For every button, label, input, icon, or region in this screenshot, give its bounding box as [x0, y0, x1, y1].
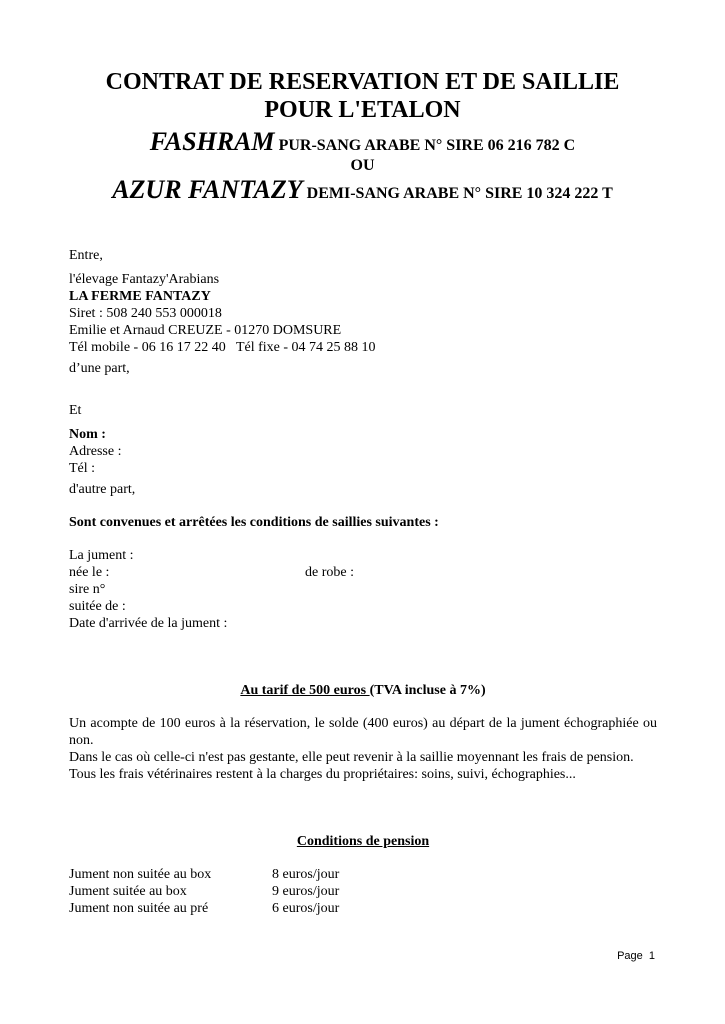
stallion-1-info: PUR-SANG ARABE N° SIRE 06 216 782 C — [274, 137, 576, 154]
d-une-part: d’une part, — [69, 361, 130, 376]
page-number: Page 1 — [617, 950, 655, 962]
pension-row — [69, 883, 657, 900]
elevage-name: l'élevage Fantazy'Arabians — [69, 272, 220, 287]
pension-label: Jument non suitée au pré — [69, 901, 209, 916]
non-gestante-text: Dans le cas où celle-ci n'est pas gestante, elle peut revenir à la saillie moyennant les frais de pension. — [69, 750, 634, 765]
stallion-1-name: FASHRAM — [149, 127, 275, 156]
party-1-block — [69, 271, 657, 356]
frais-veterinaires-text: Tous les frais vétérinaires restent à la charges du propriétaires: soins, suivi, échographies... — [69, 767, 576, 782]
pension-row — [69, 900, 657, 917]
sire-label: sire n° — [69, 582, 106, 597]
stallion-2-line — [0, 174, 725, 210]
pension-heading-text: Conditions de pension — [296, 834, 430, 849]
pension-price: 8 euros/jour — [272, 867, 340, 882]
phone-numbers: Tél mobile - 06 16 17 22 40 Tél fixe - 04 74 25 88 10 — [69, 340, 376, 355]
pension-table — [69, 866, 657, 917]
payment-paragraph — [69, 715, 657, 783]
entre-text: Entre, — [69, 248, 103, 263]
owners-address: Emilie et Arnaud CREUZE - 01270 DOMSURE — [69, 323, 342, 338]
pension-price: 6 euros/jour — [272, 901, 340, 916]
party-2-block — [69, 426, 657, 477]
pension-label: Jument non suitée au box — [69, 867, 212, 882]
stallion-2-info: DEMI-SANG ARABE N° SIRE 10 324 222 T — [302, 185, 613, 202]
pension-label: Jument suitée au box — [69, 884, 187, 899]
mare-block — [69, 547, 657, 632]
jument-label: La jument : — [69, 548, 134, 563]
stallion-2-name: AZUR FANTAZY — [112, 175, 303, 204]
title-line-2: POUR L'ETALON — [264, 97, 461, 123]
conditions-heading: Sont convenues et arrêtées les conditions de saillies suivantes : — [69, 515, 439, 530]
tarif-tva: (TVA incluse à 7%) — [369, 683, 486, 698]
tarif-line — [69, 682, 657, 699]
pension-price: 9 euros/jour — [272, 884, 340, 899]
robe-label: de robe : — [305, 565, 354, 580]
tel-label: Tél : — [69, 461, 96, 476]
d-autre-part: d'autre part, — [69, 482, 136, 497]
suitee-label: suitée de : — [69, 599, 126, 614]
title-or: OU — [350, 157, 375, 174]
et-text: Et — [69, 403, 82, 418]
tarif-underlined: Au tarif de 500 euros — [240, 683, 370, 698]
title-line-1: CONTRAT DE RESERVATION ET DE SAILLIE — [105, 69, 620, 95]
pension-row — [69, 866, 657, 883]
nee-label: née le : — [69, 565, 110, 580]
acompte-text: Un acompte de 100 euros à la réservation, le solde (400 euros) au départ de la jument échographiée ou non. — [69, 716, 657, 748]
arrivee-label: Date d'arrivée de la jument : — [69, 616, 228, 631]
adresse-label: Adresse : — [69, 444, 122, 459]
siret-number: Siret : 508 240 553 000018 — [69, 306, 222, 321]
pension-heading — [69, 833, 657, 850]
nom-label: Nom : — [69, 427, 106, 442]
nee-row — [69, 564, 657, 581]
ferme-name: LA FERME FANTAZY — [69, 289, 211, 304]
